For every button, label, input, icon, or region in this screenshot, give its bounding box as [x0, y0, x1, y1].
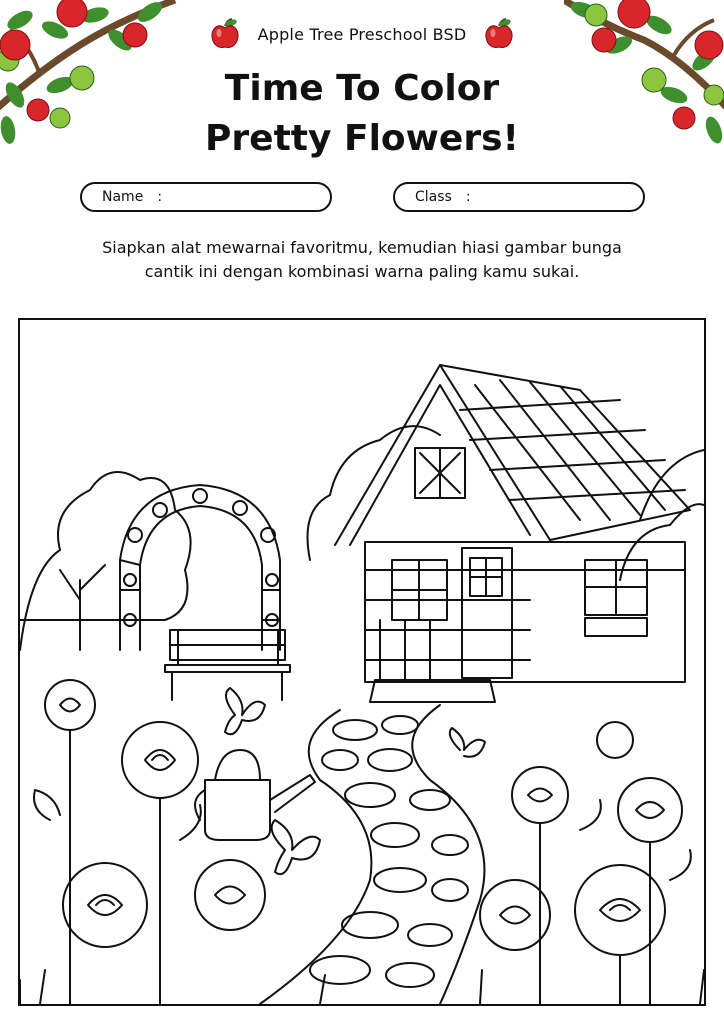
background-trees	[20, 426, 704, 650]
roses	[34, 680, 691, 1004]
school-name: Apple Tree Preschool BSD	[257, 24, 467, 44]
cottage	[335, 365, 690, 702]
class-field[interactable]	[393, 182, 645, 212]
class-label: Class	[415, 189, 452, 205]
butterflies	[225, 688, 485, 874]
title-line-1: Time To Color	[224, 68, 500, 109]
instructions-line-1: Siapkan alat mewarnai favoritmu, kemudian hiasi gambar bunga	[102, 238, 622, 257]
apple-icon	[210, 18, 240, 50]
stone-path	[260, 705, 484, 1004]
watering-can	[195, 750, 315, 840]
coloring-page-illustration	[20, 320, 704, 1004]
rose-arch	[120, 485, 280, 650]
instructions	[60, 236, 664, 284]
name-separator: :	[157, 189, 163, 205]
class-separator: :	[465, 189, 471, 205]
school-row	[0, 14, 724, 54]
instructions-line-2: cantik ini dengan kombinasi warna paling kamu sukai.	[144, 262, 580, 281]
title-line-2: Pretty Flowers!	[205, 118, 519, 159]
apple-icon	[484, 18, 514, 50]
header	[0, 14, 724, 54]
page-title	[0, 64, 724, 164]
coloring-artwork	[18, 318, 706, 1006]
name-field[interactable]	[80, 182, 332, 212]
name-label: Name	[102, 189, 144, 205]
